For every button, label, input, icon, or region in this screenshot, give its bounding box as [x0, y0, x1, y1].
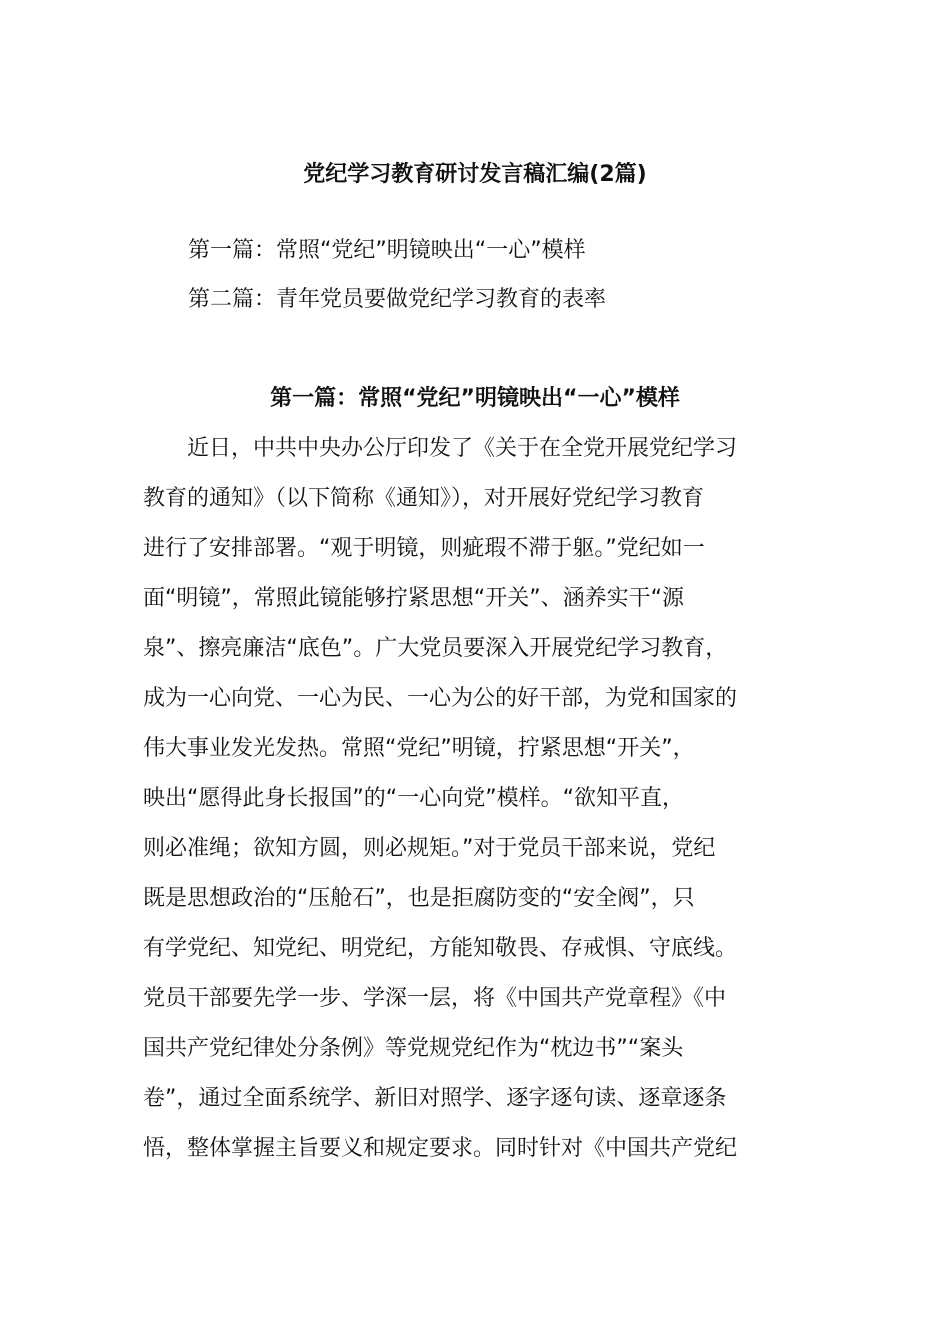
body-line: 教育的通知》（以下简称《通知》），对开展好党纪学习教育: [143, 486, 705, 511]
toc-item-2: 第二篇：青年党员要做党纪学习教育的表率: [188, 287, 607, 312]
body-line: 党员干部要先学一步、学深一层，将《中国共产党章程》《中: [143, 986, 727, 1011]
body-line: 国共产党纪律处分条例》等党规党纪作为“枕边书”“案头: [143, 1036, 684, 1061]
toc-item-1: 第一篇：常照“党纪”明镜映出“一心”模样: [188, 238, 586, 263]
body-line: 泉”、擦亮廉洁“底色”。广大党员要深入开展党纪学习教育，: [143, 636, 728, 661]
body-line: 近日，中共中央办公厅印发了《关于在全党开展党纪学习: [187, 436, 738, 461]
body-line: 面“明镜”，常照此镜能够拧紧思想“开关”、涵养实干“源: [143, 586, 684, 611]
body-line: 既是思想政治的“压舱石”，也是拒腐防变的“安全阀”，只: [143, 886, 695, 911]
body-line: 卷”，通过全面系统学、新旧对照学、逐字逐句读、逐章逐条: [143, 1086, 727, 1111]
body-line: 悟，整体掌握主旨要义和规定要求。同时针对《中国共产党纪: [143, 1136, 738, 1161]
body-line: 则必准绳；欲知方圆，则必规矩。”对于党员干部来说，党纪: [143, 836, 716, 861]
body-line: 进行了安排部署。“观于明镜，则疵瑕不滞于躯。”党纪如一: [143, 536, 705, 561]
body-line: 映出“愿得此身长报国”的“一心向党”模样。“欲知平直，: [143, 786, 684, 811]
body-line: 伟大事业发光发热。常照“党纪”明镜，拧紧思想“开关”，: [143, 736, 695, 761]
body-paragraph: [143, 432, 803, 1182]
document-title: 党纪学习教育研讨发言稿汇编(2篇): [303, 162, 647, 187]
section-heading: 第一篇：常照“党纪”明镜映出“一心”模样: [270, 386, 680, 411]
body-line: 成为一心向党、一心为民、一心为公的好干部，为党和国家的: [143, 686, 738, 711]
body-line: 有学党纪、知党纪、明党纪，方能知敬畏、存戒惧、守底线。: [143, 936, 738, 961]
